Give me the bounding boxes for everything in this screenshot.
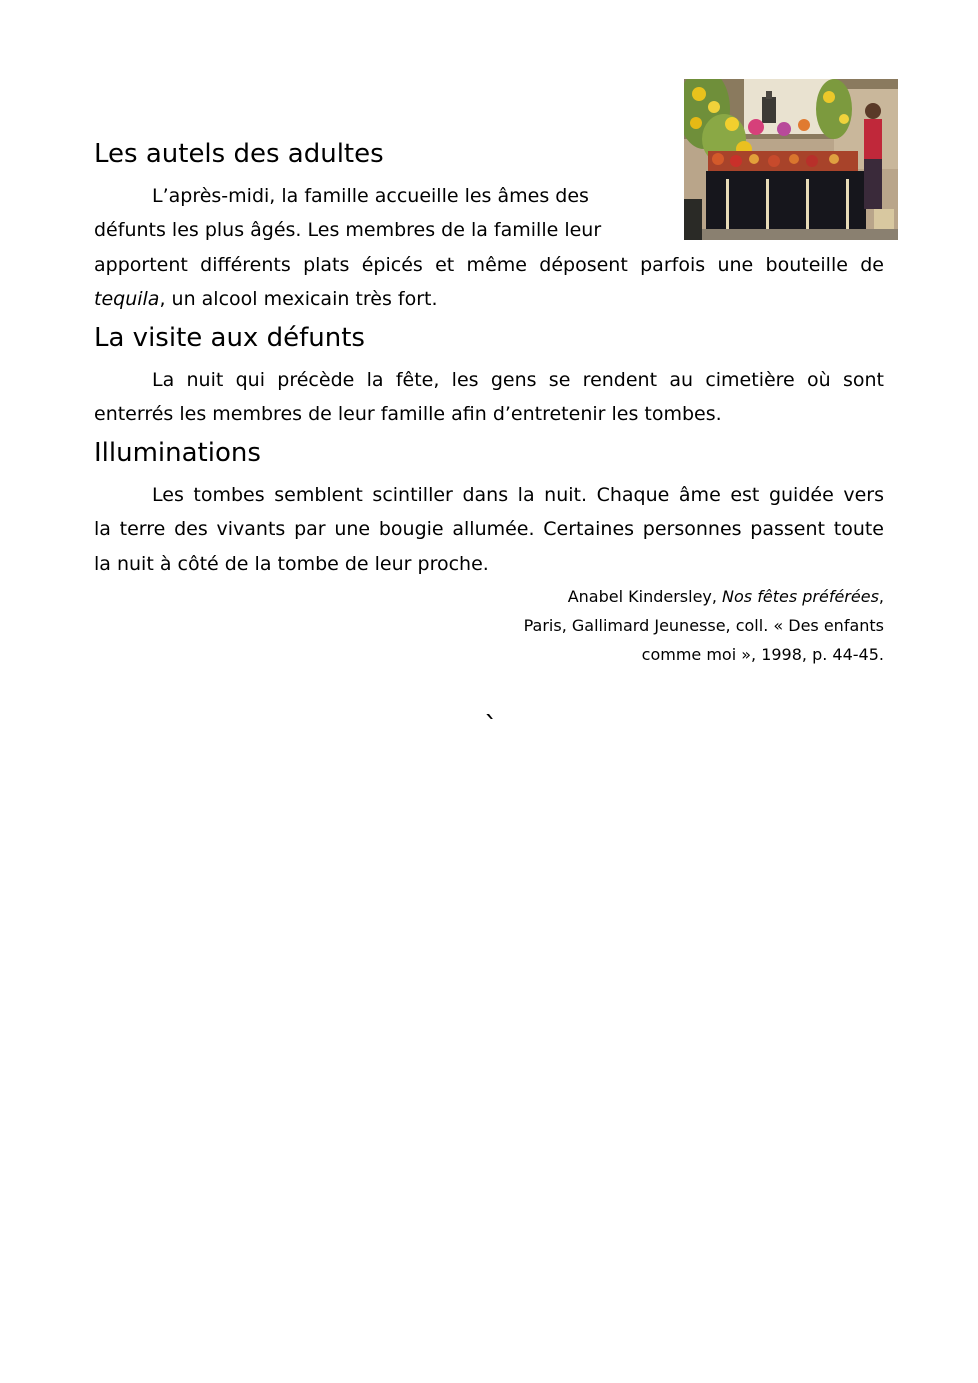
citation-punct: , <box>878 587 884 606</box>
paragraph-line: enterrés les membres de leur famille afin d’entretenir les tombes. <box>94 403 722 425</box>
citation-line-3: comme moi », 1998, p. 44-45. <box>641 645 884 664</box>
stray-backtick-mark: ` <box>484 710 498 743</box>
paragraph-line: défunts les plus âgés. Les membres de la famille leur <box>94 219 602 241</box>
section-title-illuminations: Illuminations <box>94 438 261 468</box>
citation-line-2: Paris, Gallimard Jeunesse, coll. « Des enfants <box>523 616 884 635</box>
italic-word-tequila: tequila <box>94 288 160 310</box>
paragraph-line <box>94 287 884 311</box>
section-title-visite: La visite aux défunts <box>94 323 365 353</box>
paragraph-line: L’après-midi, la famille accueille les âmes des <box>152 185 589 207</box>
section-title-autels: Les autels des adultes <box>94 139 384 169</box>
paragraph-line: La nuit qui précède la fête, les gens se rendent au cimetière où sont <box>152 369 884 391</box>
paragraph-line: apportent différents plats épicés et même déposent parfois une bouteille de <box>94 254 884 276</box>
paragraph-line: la nuit à côté de la tombe de leur proche. <box>94 553 489 575</box>
paragraph-line: la terre des vivants par une bougie allumée. Certaines personnes passent toute <box>94 518 884 540</box>
citation-author: Anabel Kindersley, <box>567 587 723 606</box>
paragraph-line: Les tombes semblent scintiller dans la nuit. Chaque âme est guidée vers <box>152 484 884 506</box>
citation-book-title: Nos fêtes préférées <box>722 587 879 606</box>
paragraph-line-rest: , un alcool mexicain très fort. <box>159 288 438 310</box>
altar-photo <box>684 79 898 240</box>
citation-line-1 <box>568 587 884 607</box>
